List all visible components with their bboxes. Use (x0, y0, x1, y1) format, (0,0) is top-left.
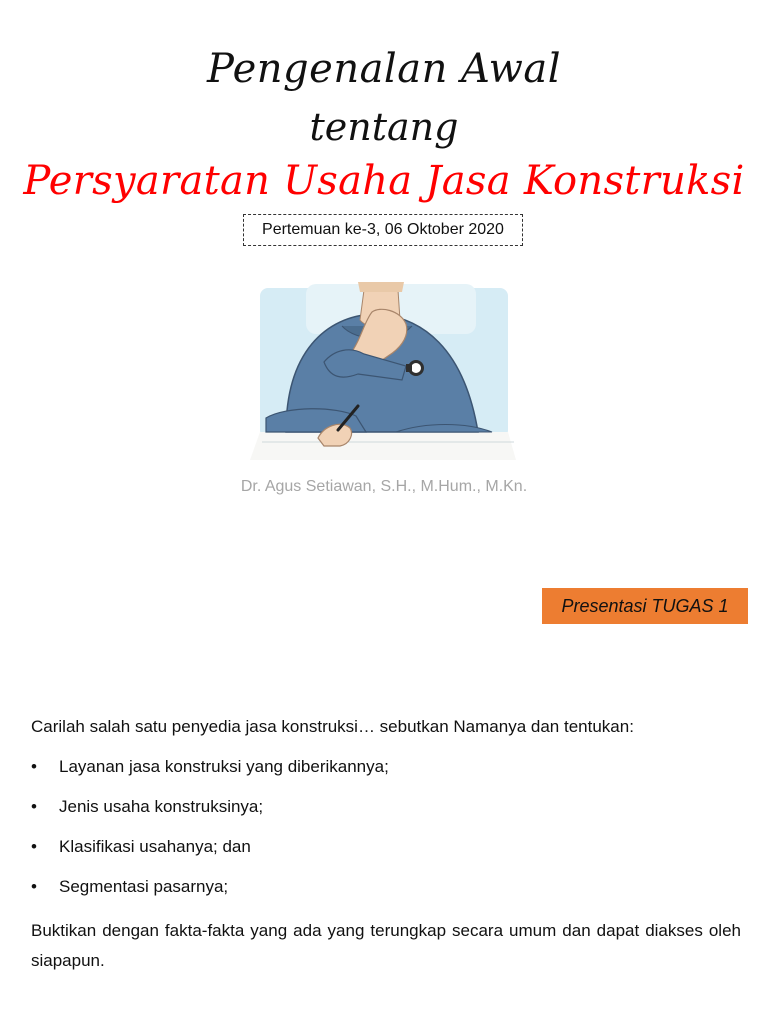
meeting-date: Pertemuan ke-3, 06 Oktober 2020 (262, 221, 504, 238)
thinking-man-illustration (246, 282, 520, 460)
author-name: Dr. Agus Setiawan, S.H., M.Hum., M.Kn. (240, 478, 528, 495)
meeting-date-box (243, 214, 523, 246)
task-item: • Klasifikasi usahanya; dan (31, 837, 251, 856)
task-item: • Jenis usaha konstruksinya; (31, 797, 264, 816)
task-intro: Carilah salah satu penyedia jasa konstruksi… sebutkan Namanya dan tentukan: (31, 717, 634, 736)
task-item: • Segmentasi pasarnya; (31, 877, 229, 896)
task-item: • Layanan jasa konstruksi yang diberikannya; (31, 757, 389, 776)
task-badge: Presentasi TUGAS 1 (542, 588, 748, 624)
task-closing: Buktikan dengan fakta-fakta yang ada yang terungkap secara umum dan dapat diakses oleh siapapun. (31, 921, 741, 970)
title-line-1: Pengenalan Awal (206, 46, 562, 92)
title-line-2: tentang (309, 105, 459, 149)
bullet-icon: • (31, 877, 37, 896)
bullet-icon: • (31, 837, 37, 856)
bullet-icon: • (31, 797, 37, 816)
task-list (31, 756, 741, 898)
task-content (31, 716, 741, 976)
title-line-3: Persyaratan Usaha Jasa Konstruksi (23, 158, 745, 204)
bullet-icon: • (31, 757, 37, 776)
